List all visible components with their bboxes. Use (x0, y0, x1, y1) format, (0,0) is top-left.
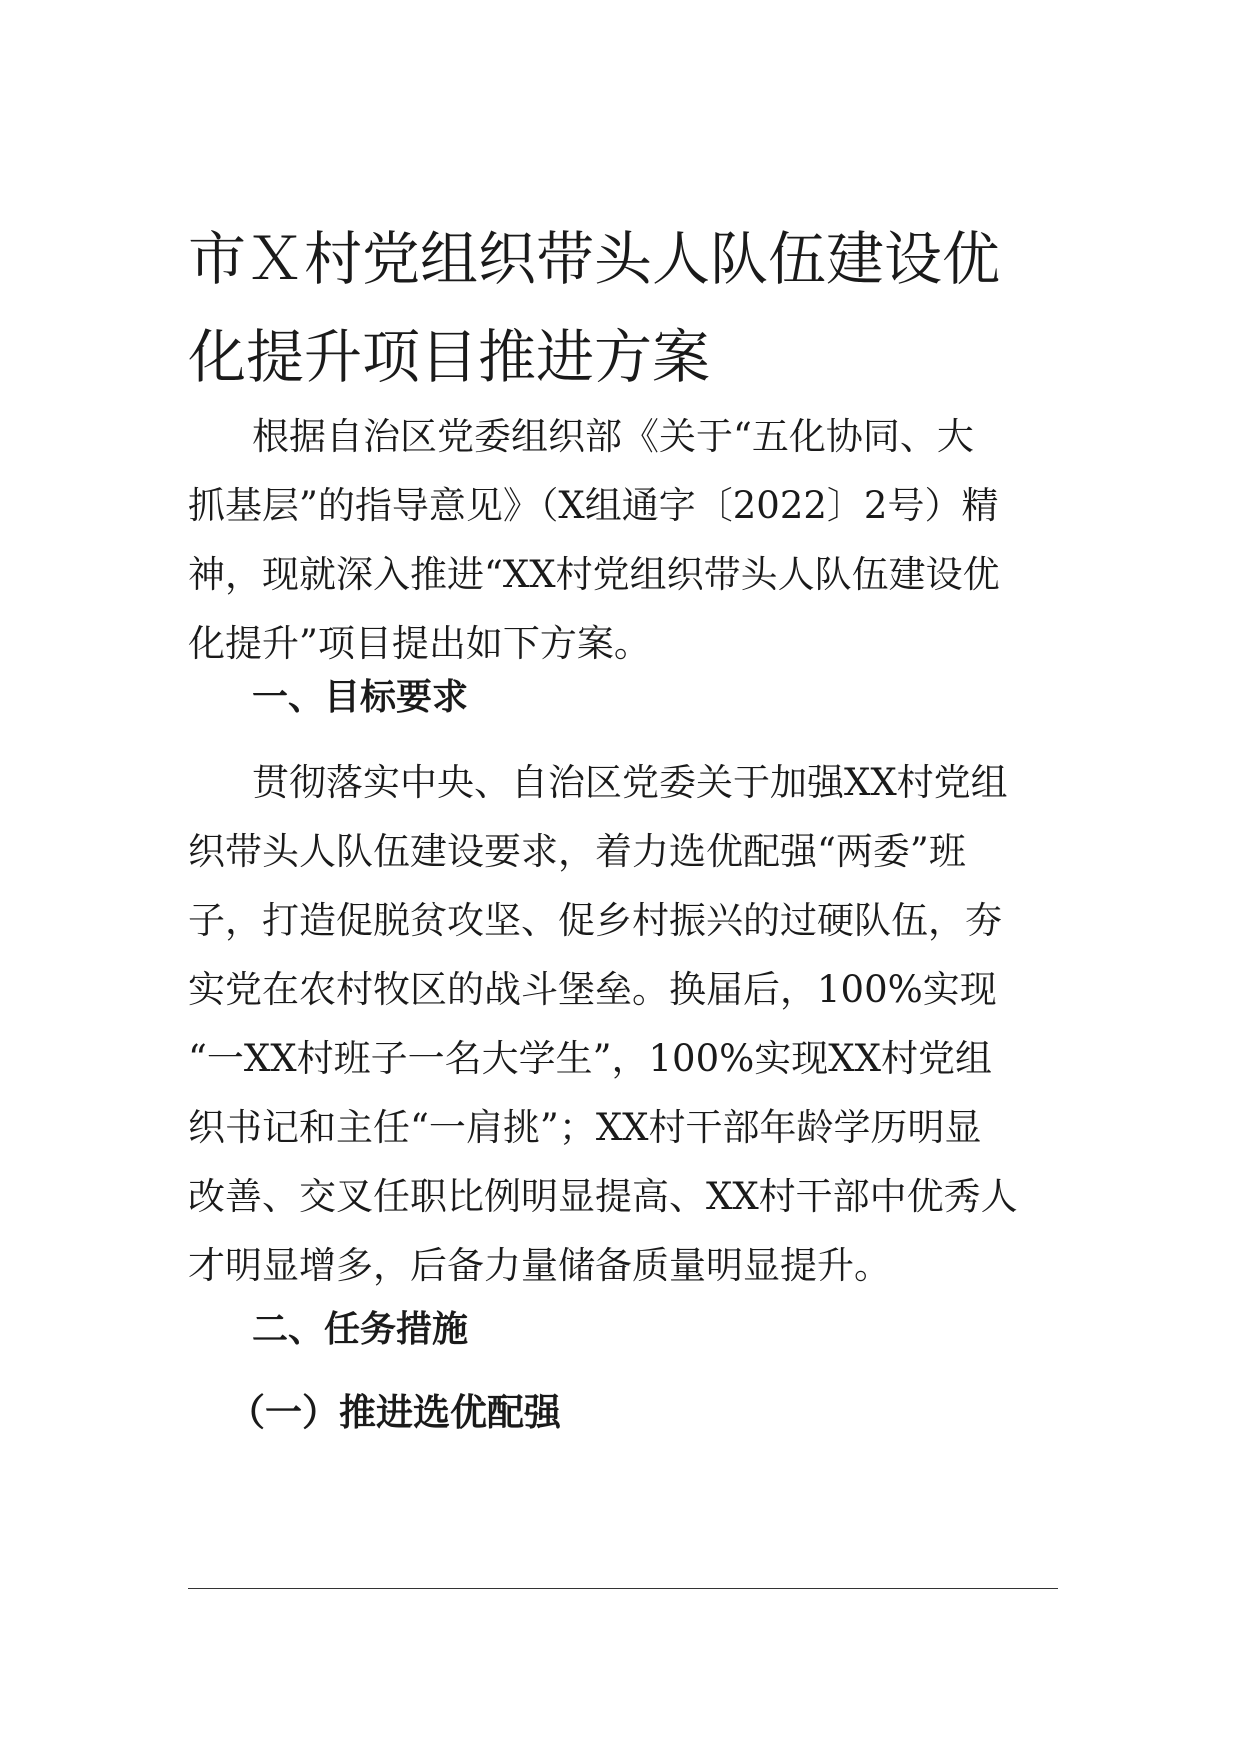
goals-line: 织书记和主任“一肩挑”；XX村干部年龄学历明显 (188, 1106, 982, 1149)
section-heading-goals: 一、目标要求 (252, 677, 469, 718)
document-title (188, 210, 1058, 406)
goals-line: 子，打造促脱贫攻坚、促乡村振兴的过硬队伍，夯 (188, 899, 1002, 942)
subsection-heading: （一）推进选优配强 (228, 1390, 561, 1434)
document-page (188, 0, 1058, 1754)
goals-paragraph (188, 748, 1058, 1300)
title-line: 化提升项目推进方案 (188, 323, 711, 391)
title-line: 市Ｘ村党组织带头人队伍建设优 (188, 225, 1001, 293)
goals-line: 实党在农村牧区的战斗堡垒。换届后，100%实现 (188, 968, 997, 1011)
intro-line: 抓基层”的指导意见》（X组通字〔2022〕2号）精 (188, 484, 999, 527)
section-heading-tasks: 二、任务措施 (252, 1309, 469, 1350)
intro-line: 化提升”项目提出如下方案。 (188, 622, 651, 665)
page-divider (188, 1588, 1058, 1589)
goals-line: 改善、交叉任职比例明显提高、XX村干部中优秀人 (188, 1175, 1018, 1218)
intro-line: 根据自治区党委组织部《关于“五化协同、大 (252, 415, 974, 458)
goals-line: “一XX村班子一名大学生”，100%实现XX村党组 (188, 1037, 992, 1080)
intro-paragraph (188, 402, 1058, 678)
intro-line: 神，现就深入推进“XX村党组织带头人队伍建设优 (188, 553, 1000, 596)
goals-line: 贯彻落实中央、自治区党委关于加强XX村党组 (252, 761, 1008, 804)
goals-line: 才明显增多，后备力量储备质量明显提升。 (188, 1244, 891, 1287)
goals-line: 织带头人队伍建设要求，着力选优配强“两委”班 (188, 830, 966, 873)
